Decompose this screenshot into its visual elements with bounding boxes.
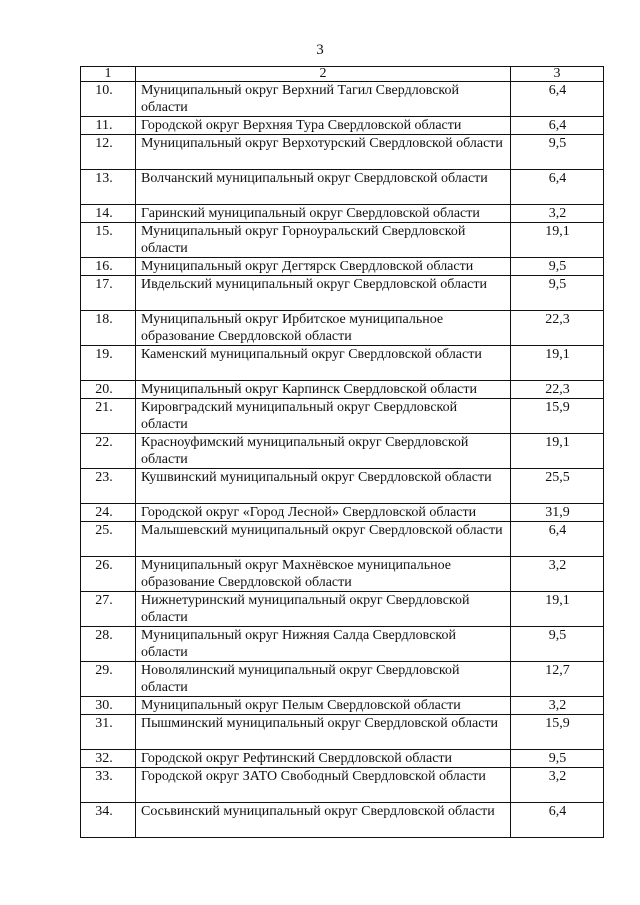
row-number-cell: 14. bbox=[81, 205, 136, 223]
row-number-cell: 12. bbox=[81, 135, 136, 170]
district-name-cell: Муниципальный округ Дегтярск Свердловской области bbox=[136, 258, 511, 276]
table-row bbox=[81, 381, 604, 399]
district-name-cell: Малышевский муниципальный округ Свердловской области bbox=[136, 522, 511, 557]
value-cell: 19,1 bbox=[511, 346, 604, 381]
value-cell: 9,5 bbox=[511, 750, 604, 768]
table-row bbox=[81, 399, 604, 434]
row-number-cell: 19. bbox=[81, 346, 136, 381]
value-cell: 9,5 bbox=[511, 276, 604, 311]
row-number-cell: 21. bbox=[81, 399, 136, 434]
table-row bbox=[81, 170, 604, 205]
row-number-cell: 27. bbox=[81, 592, 136, 627]
value-cell: 6,4 bbox=[511, 170, 604, 205]
district-name-cell: Сосьвинский муниципальный округ Свердловской области bbox=[136, 803, 511, 838]
district-name-cell: Новолялинский муниципальный округ Свердловской области bbox=[136, 662, 511, 697]
district-name-cell: Муниципальный округ Верхний Тагил Свердловской области bbox=[136, 82, 511, 117]
value-cell: 15,9 bbox=[511, 715, 604, 750]
table-row bbox=[81, 346, 604, 381]
column-header-2: 2 bbox=[136, 67, 511, 82]
row-number-cell: 20. bbox=[81, 381, 136, 399]
value-cell: 6,4 bbox=[511, 117, 604, 135]
row-number-cell: 24. bbox=[81, 504, 136, 522]
district-name-cell: Муниципальный округ Махнёвское муниципальное образование Свердловской области bbox=[136, 557, 511, 592]
column-header-1: 1 bbox=[81, 67, 136, 82]
table-row bbox=[81, 662, 604, 697]
table-row bbox=[81, 82, 604, 117]
value-cell: 9,5 bbox=[511, 627, 604, 662]
row-number-cell: 18. bbox=[81, 311, 136, 346]
value-cell: 22,3 bbox=[511, 381, 604, 399]
row-number-cell: 30. bbox=[81, 697, 136, 715]
district-name-cell: Муниципальный округ Пелым Свердловской области bbox=[136, 697, 511, 715]
row-number-cell: 34. bbox=[81, 803, 136, 838]
row-number-cell: 29. bbox=[81, 662, 136, 697]
table-row bbox=[81, 697, 604, 715]
table-row bbox=[81, 311, 604, 346]
district-name-cell: Кировградский муниципальный округ Свердловской области bbox=[136, 399, 511, 434]
table-row bbox=[81, 117, 604, 135]
district-name-cell: Гаринский муниципальный округ Свердловской области bbox=[136, 205, 511, 223]
value-cell: 3,2 bbox=[511, 557, 604, 592]
table-row bbox=[81, 434, 604, 469]
value-cell: 9,5 bbox=[511, 135, 604, 170]
district-name-cell: Муниципальный округ Горноуральский Свердловской области bbox=[136, 223, 511, 258]
row-number-cell: 31. bbox=[81, 715, 136, 750]
table-row bbox=[81, 750, 604, 768]
district-name-cell: Муниципальный округ Карпинск Свердловской области bbox=[136, 381, 511, 399]
district-name-cell: Красноуфимский муниципальный округ Свердловской области bbox=[136, 434, 511, 469]
column-header-3: 3 bbox=[511, 67, 604, 82]
district-name-cell: Кушвинский муниципальный округ Свердловской области bbox=[136, 469, 511, 504]
value-cell: 19,1 bbox=[511, 592, 604, 627]
row-number-cell: 10. bbox=[81, 82, 136, 117]
district-name-cell: Муниципальный округ Нижняя Салда Свердловской области bbox=[136, 627, 511, 662]
row-number-cell: 33. bbox=[81, 768, 136, 803]
row-number-cell: 13. bbox=[81, 170, 136, 205]
row-number-cell: 25. bbox=[81, 522, 136, 557]
value-cell: 19,1 bbox=[511, 223, 604, 258]
table-row bbox=[81, 469, 604, 504]
row-number-cell: 26. bbox=[81, 557, 136, 592]
value-cell: 19,1 bbox=[511, 434, 604, 469]
value-cell: 3,2 bbox=[511, 205, 604, 223]
table-row bbox=[81, 223, 604, 258]
table-row bbox=[81, 276, 604, 311]
table-row bbox=[81, 504, 604, 522]
table-row bbox=[81, 715, 604, 750]
districts-table bbox=[80, 66, 604, 838]
table-row bbox=[81, 135, 604, 170]
district-name-cell: Городской округ Рефтинский Свердловской области bbox=[136, 750, 511, 768]
value-cell: 3,2 bbox=[511, 697, 604, 715]
row-number-cell: 16. bbox=[81, 258, 136, 276]
row-number-cell: 11. bbox=[81, 117, 136, 135]
district-name-cell: Муниципальный округ Ирбитское муниципальное образование Свердловской области bbox=[136, 311, 511, 346]
district-name-cell: Городской округ ЗАТО Свободный Свердловской области bbox=[136, 768, 511, 803]
district-name-cell: Городской округ «Город Лесной» Свердловской области bbox=[136, 504, 511, 522]
table-row bbox=[81, 768, 604, 803]
table-row bbox=[81, 627, 604, 662]
district-name-cell: Городской округ Верхняя Тура Свердловской области bbox=[136, 117, 511, 135]
page-number: 3 bbox=[316, 42, 324, 58]
row-number-cell: 28. bbox=[81, 627, 136, 662]
value-cell: 6,4 bbox=[511, 803, 604, 838]
table-row bbox=[81, 557, 604, 592]
district-name-cell: Ивдельский муниципальный округ Свердловской области bbox=[136, 276, 511, 311]
row-number-cell: 15. bbox=[81, 223, 136, 258]
row-number-cell: 23. bbox=[81, 469, 136, 504]
district-name-cell: Пышминский муниципальный округ Свердловской области bbox=[136, 715, 511, 750]
value-cell: 22,3 bbox=[511, 311, 604, 346]
value-cell: 6,4 bbox=[511, 522, 604, 557]
table-row bbox=[81, 592, 604, 627]
table-row bbox=[81, 258, 604, 276]
district-name-cell: Волчанский муниципальный округ Свердловской области bbox=[136, 170, 511, 205]
row-number-cell: 32. bbox=[81, 750, 136, 768]
value-cell: 6,4 bbox=[511, 82, 604, 117]
table-row bbox=[81, 803, 604, 838]
value-cell: 25,5 bbox=[511, 469, 604, 504]
value-cell: 15,9 bbox=[511, 399, 604, 434]
row-number-cell: 17. bbox=[81, 276, 136, 311]
value-cell: 12,7 bbox=[511, 662, 604, 697]
value-cell: 9,5 bbox=[511, 258, 604, 276]
table-header-row bbox=[81, 67, 604, 82]
district-name-cell: Нижнетуринский муниципальный округ Свердловской области bbox=[136, 592, 511, 627]
table-row bbox=[81, 522, 604, 557]
district-name-cell: Каменский муниципальный округ Свердловской области bbox=[136, 346, 511, 381]
table-row bbox=[81, 205, 604, 223]
value-cell: 3,2 bbox=[511, 768, 604, 803]
value-cell: 31,9 bbox=[511, 504, 604, 522]
district-name-cell: Муниципальный округ Верхотурский Свердловской области bbox=[136, 135, 511, 170]
row-number-cell: 22. bbox=[81, 434, 136, 469]
